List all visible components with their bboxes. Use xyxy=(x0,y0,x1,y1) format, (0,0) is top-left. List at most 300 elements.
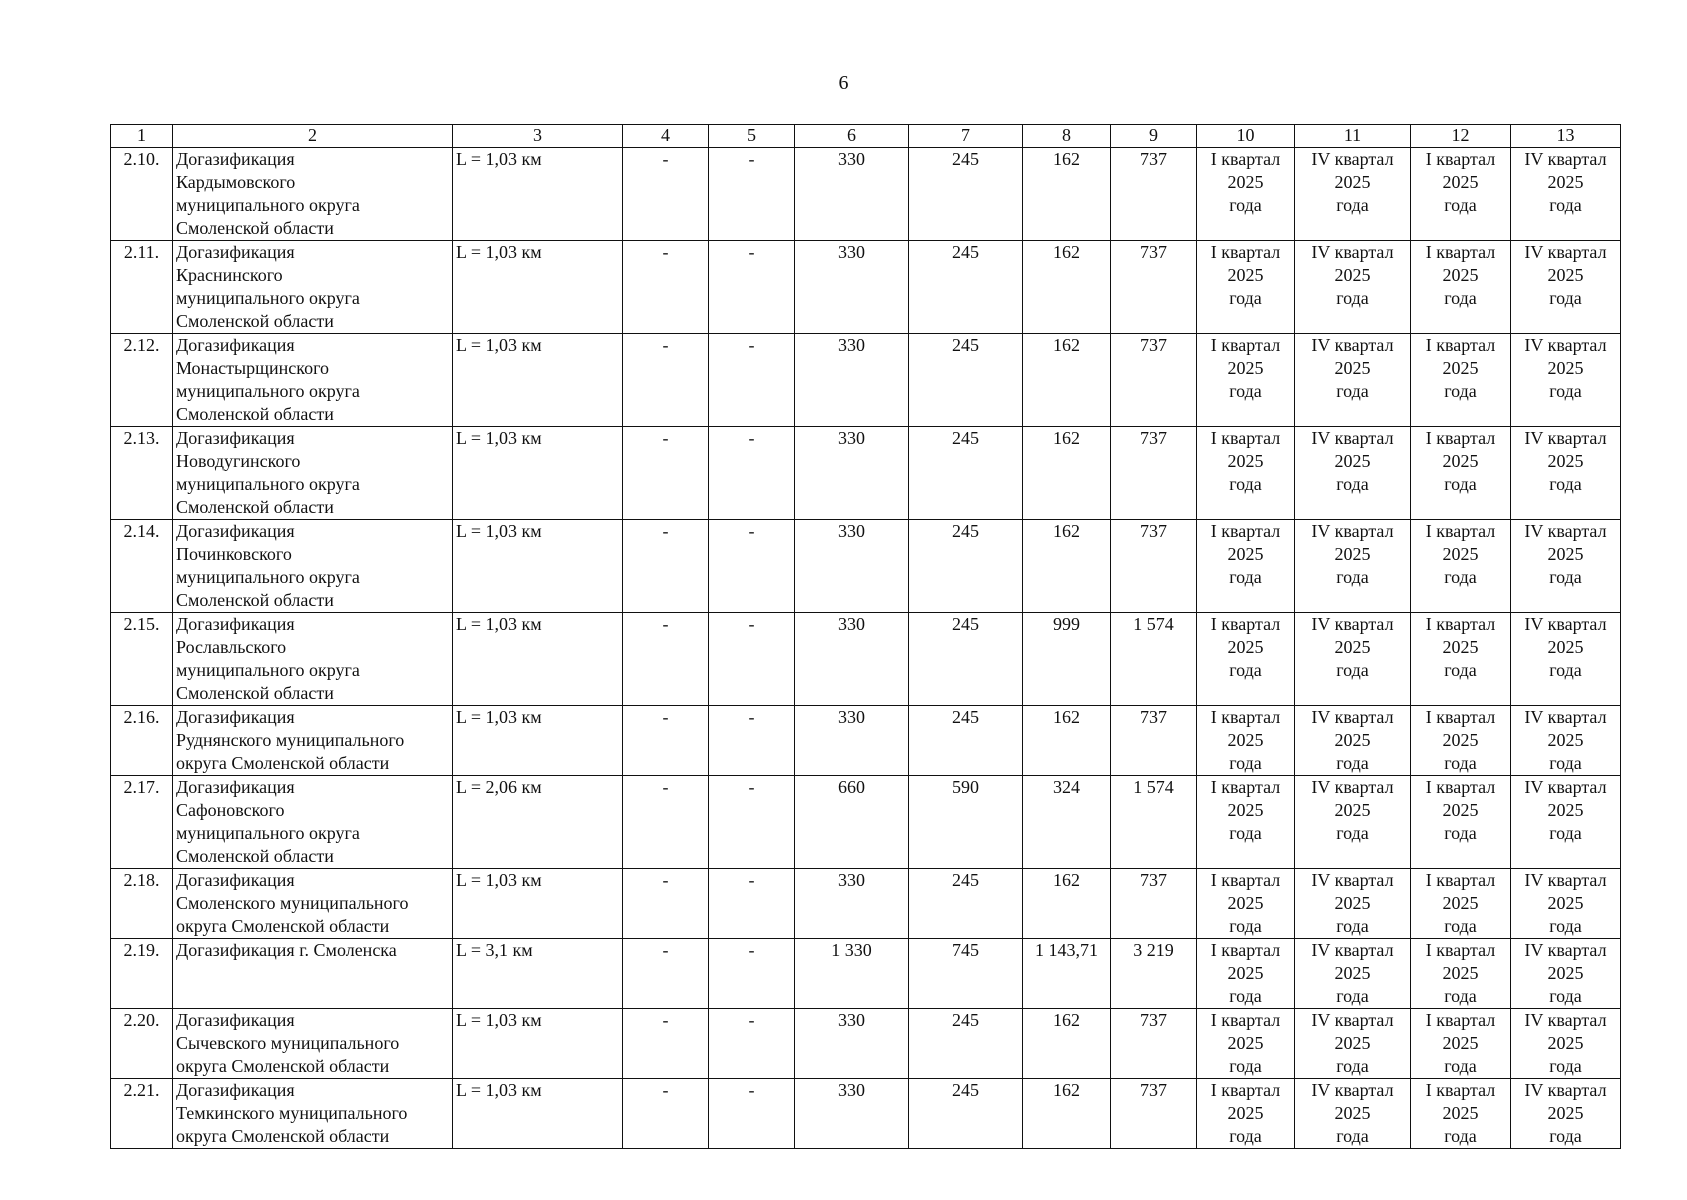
term-line: года xyxy=(1549,474,1582,494)
term-line: года xyxy=(1549,1126,1582,1146)
term-q11 xyxy=(1295,706,1411,776)
row-number: 2.18. xyxy=(111,869,173,939)
column-number-11: 11 xyxy=(1295,125,1411,148)
term-q12 xyxy=(1411,520,1511,613)
table-row xyxy=(111,334,1621,427)
value-c5: - xyxy=(709,1009,795,1079)
term-q12 xyxy=(1411,776,1511,869)
column-number-13: 13 xyxy=(1511,125,1621,148)
term-line: 2025 xyxy=(1334,265,1371,285)
table-row xyxy=(111,939,1621,1009)
term-line: I квартал xyxy=(1210,1010,1281,1030)
term-q13 xyxy=(1511,1079,1621,1149)
term-line: года xyxy=(1336,916,1369,936)
value-c6: 330 xyxy=(795,427,909,520)
term-line: года xyxy=(1229,753,1262,773)
table-row xyxy=(111,1009,1621,1079)
term-line: года xyxy=(1336,753,1369,773)
term-line: года xyxy=(1229,567,1262,587)
term-line: года xyxy=(1229,381,1262,401)
object-name-line: Сычевского муниципального xyxy=(176,1033,400,1053)
term-line: 2025 xyxy=(1227,358,1264,378)
object-name xyxy=(173,939,453,1009)
value-c5: - xyxy=(709,241,795,334)
term-line: 2025 xyxy=(1547,265,1584,285)
object-name-line: Догазификация xyxy=(176,335,295,355)
term-q13 xyxy=(1511,148,1621,241)
column-number-8: 8 xyxy=(1023,125,1111,148)
term-line: I квартал xyxy=(1425,428,1496,448)
term-line: IV квартал xyxy=(1311,242,1394,262)
term-line: I квартал xyxy=(1425,335,1496,355)
term-line: 2025 xyxy=(1442,1103,1479,1123)
term-q10 xyxy=(1197,1009,1295,1079)
object-name-line: округа Смоленской области xyxy=(176,1126,390,1146)
term-line: I квартал xyxy=(1210,707,1281,727)
table-row xyxy=(111,520,1621,613)
pipeline-length: L = 1,03 км xyxy=(453,613,623,706)
term-line: года xyxy=(1444,381,1477,401)
object-name xyxy=(173,1009,453,1079)
table-row xyxy=(111,148,1621,241)
value-c7: 245 xyxy=(909,520,1023,613)
object-name xyxy=(173,1079,453,1149)
column-number-4: 4 xyxy=(623,125,709,148)
value-c8: 162 xyxy=(1023,148,1111,241)
pipeline-length: L = 2,06 км xyxy=(453,776,623,869)
object-name-line: Догазификация xyxy=(176,707,295,727)
term-q11 xyxy=(1295,427,1411,520)
term-line: года xyxy=(1444,195,1477,215)
term-q13 xyxy=(1511,776,1621,869)
value-c5: - xyxy=(709,427,795,520)
value-c8: 162 xyxy=(1023,520,1111,613)
row-number: 2.20. xyxy=(111,1009,173,1079)
object-name-line: Руднянского муниципального xyxy=(176,730,405,750)
object-name-line: Кардымовского xyxy=(176,172,296,192)
row-number: 2.16. xyxy=(111,706,173,776)
value-c7: 245 xyxy=(909,334,1023,427)
term-line: I квартал xyxy=(1425,521,1496,541)
term-line: 2025 xyxy=(1442,172,1479,192)
object-name-line: Смоленской области xyxy=(176,683,334,703)
value-c8: 162 xyxy=(1023,427,1111,520)
term-line: I квартал xyxy=(1210,940,1281,960)
term-line: IV квартал xyxy=(1311,777,1394,797)
term-q11 xyxy=(1295,334,1411,427)
value-c4: - xyxy=(623,939,709,1009)
row-number: 2.15. xyxy=(111,613,173,706)
value-c8: 162 xyxy=(1023,869,1111,939)
term-line: IV квартал xyxy=(1524,521,1607,541)
pipeline-length: L = 1,03 км xyxy=(453,520,623,613)
term-line: 2025 xyxy=(1547,637,1584,657)
value-c9: 737 xyxy=(1111,148,1197,241)
value-c4: - xyxy=(623,869,709,939)
term-line: I квартал xyxy=(1425,1010,1496,1030)
object-name-line: Догазификация xyxy=(176,614,295,634)
column-number-10: 10 xyxy=(1197,125,1295,148)
object-name-line: Смоленского муниципального xyxy=(176,893,409,913)
column-number-3: 3 xyxy=(453,125,623,148)
term-line: I квартал xyxy=(1425,940,1496,960)
term-line: 2025 xyxy=(1547,172,1584,192)
table-row xyxy=(111,241,1621,334)
term-line: I квартал xyxy=(1425,870,1496,890)
object-name-line: Догазификация xyxy=(176,1010,295,1030)
term-q11 xyxy=(1295,613,1411,706)
term-q13 xyxy=(1511,869,1621,939)
row-number: 2.21. xyxy=(111,1079,173,1149)
term-line: 2025 xyxy=(1227,1103,1264,1123)
value-c8: 162 xyxy=(1023,334,1111,427)
object-name-line: Догазификация xyxy=(176,428,295,448)
term-line: IV квартал xyxy=(1311,940,1394,960)
column-number-9: 9 xyxy=(1111,125,1197,148)
term-line: I квартал xyxy=(1210,335,1281,355)
value-c8: 162 xyxy=(1023,241,1111,334)
term-line: года xyxy=(1549,916,1582,936)
term-line: года xyxy=(1444,916,1477,936)
term-line: года xyxy=(1549,986,1582,1006)
term-line: 2025 xyxy=(1334,1103,1371,1123)
object-name xyxy=(173,241,453,334)
term-line: года xyxy=(1336,567,1369,587)
column-number-6: 6 xyxy=(795,125,909,148)
term-q13 xyxy=(1511,334,1621,427)
value-c4: - xyxy=(623,241,709,334)
term-line: IV квартал xyxy=(1524,870,1607,890)
term-line: года xyxy=(1444,986,1477,1006)
term-line: года xyxy=(1549,567,1582,587)
term-line: года xyxy=(1229,474,1262,494)
object-name xyxy=(173,869,453,939)
value-c4: - xyxy=(623,776,709,869)
object-name-line: Догазификация xyxy=(176,870,295,890)
value-c6: 1 330 xyxy=(795,939,909,1009)
term-q12 xyxy=(1411,1079,1511,1149)
term-line: I квартал xyxy=(1425,149,1496,169)
value-c6: 330 xyxy=(795,613,909,706)
value-c5: - xyxy=(709,776,795,869)
term-line: 2025 xyxy=(1442,451,1479,471)
term-line: года xyxy=(1336,823,1369,843)
term-q10 xyxy=(1197,1079,1295,1149)
term-q10 xyxy=(1197,520,1295,613)
term-line: IV квартал xyxy=(1524,335,1607,355)
object-name-line: Монастырщинского xyxy=(176,358,330,378)
term-q10 xyxy=(1197,334,1295,427)
value-c9: 1 574 xyxy=(1111,613,1197,706)
term-line: 2025 xyxy=(1442,265,1479,285)
term-line: 2025 xyxy=(1442,963,1479,983)
value-c8: 162 xyxy=(1023,1079,1111,1149)
term-line: I квартал xyxy=(1425,707,1496,727)
column-number-5: 5 xyxy=(709,125,795,148)
term-line: года xyxy=(1444,288,1477,308)
value-c7: 590 xyxy=(909,776,1023,869)
term-line: 2025 xyxy=(1227,544,1264,564)
term-q11 xyxy=(1295,241,1411,334)
term-line: 2025 xyxy=(1547,730,1584,750)
value-c4: - xyxy=(623,1009,709,1079)
value-c4: - xyxy=(623,427,709,520)
term-q11 xyxy=(1295,1079,1411,1149)
term-line: года xyxy=(1549,381,1582,401)
term-line: года xyxy=(1549,195,1582,215)
object-name xyxy=(173,427,453,520)
object-name-line: Догазификация xyxy=(176,242,295,262)
term-q13 xyxy=(1511,613,1621,706)
value-c8: 162 xyxy=(1023,706,1111,776)
value-c9: 737 xyxy=(1111,706,1197,776)
row-number: 2.11. xyxy=(111,241,173,334)
pipeline-length: L = 1,03 км xyxy=(453,241,623,334)
term-line: года xyxy=(1336,1056,1369,1076)
term-q13 xyxy=(1511,427,1621,520)
term-line: 2025 xyxy=(1334,893,1371,913)
term-line: IV квартал xyxy=(1311,149,1394,169)
term-line: IV квартал xyxy=(1311,614,1394,634)
value-c4: - xyxy=(623,520,709,613)
term-line: 2025 xyxy=(1334,358,1371,378)
row-number: 2.17. xyxy=(111,776,173,869)
value-c5: - xyxy=(709,869,795,939)
row-number: 2.10. xyxy=(111,148,173,241)
value-c8: 999 xyxy=(1023,613,1111,706)
value-c7: 245 xyxy=(909,613,1023,706)
term-q12 xyxy=(1411,148,1511,241)
object-name-line: Догазификация xyxy=(176,777,295,797)
value-c6: 330 xyxy=(795,241,909,334)
value-c4: - xyxy=(623,1079,709,1149)
value-c7: 745 xyxy=(909,939,1023,1009)
term-line: IV квартал xyxy=(1311,521,1394,541)
value-c9: 737 xyxy=(1111,334,1197,427)
value-c7: 245 xyxy=(909,706,1023,776)
term-line: 2025 xyxy=(1334,637,1371,657)
term-q11 xyxy=(1295,520,1411,613)
term-q12 xyxy=(1411,1009,1511,1079)
term-line: года xyxy=(1444,660,1477,680)
term-q12 xyxy=(1411,334,1511,427)
term-line: IV квартал xyxy=(1524,777,1607,797)
term-line: года xyxy=(1336,288,1369,308)
table-row xyxy=(111,613,1621,706)
object-name-line: Краснинского xyxy=(176,265,283,285)
term-line: I квартал xyxy=(1210,870,1281,890)
term-line: 2025 xyxy=(1227,800,1264,820)
term-q10 xyxy=(1197,706,1295,776)
value-c5: - xyxy=(709,520,795,613)
term-line: 2025 xyxy=(1442,730,1479,750)
term-line: года xyxy=(1336,195,1369,215)
value-c5: - xyxy=(709,706,795,776)
value-c7: 245 xyxy=(909,241,1023,334)
term-line: 2025 xyxy=(1547,963,1584,983)
term-line: 2025 xyxy=(1442,1033,1479,1053)
value-c7: 245 xyxy=(909,869,1023,939)
term-line: года xyxy=(1549,660,1582,680)
term-line: 2025 xyxy=(1227,893,1264,913)
term-line: года xyxy=(1336,986,1369,1006)
pipeline-length: L = 1,03 км xyxy=(453,334,623,427)
value-c6: 330 xyxy=(795,148,909,241)
table-body xyxy=(111,125,1621,1149)
term-q11 xyxy=(1295,148,1411,241)
value-c4: - xyxy=(623,334,709,427)
column-number-7: 7 xyxy=(909,125,1023,148)
value-c6: 660 xyxy=(795,776,909,869)
term-line: I квартал xyxy=(1425,242,1496,262)
object-name-line: Смоленской области xyxy=(176,311,334,331)
term-line: 2025 xyxy=(1547,1033,1584,1053)
term-line: IV квартал xyxy=(1524,940,1607,960)
value-c9: 737 xyxy=(1111,869,1197,939)
object-name xyxy=(173,613,453,706)
column-number-row xyxy=(111,125,1621,148)
term-line: 2025 xyxy=(1227,730,1264,750)
term-line: IV квартал xyxy=(1524,149,1607,169)
term-q10 xyxy=(1197,241,1295,334)
term-q10 xyxy=(1197,148,1295,241)
term-line: 2025 xyxy=(1227,1033,1264,1053)
term-line: I квартал xyxy=(1210,614,1281,634)
object-name-line: Починковского xyxy=(176,544,292,564)
value-c7: 245 xyxy=(909,1079,1023,1149)
value-c9: 737 xyxy=(1111,1079,1197,1149)
term-line: IV квартал xyxy=(1311,707,1394,727)
value-c4: - xyxy=(623,148,709,241)
object-name xyxy=(173,776,453,869)
term-line: IV квартал xyxy=(1311,1010,1394,1030)
term-line: года xyxy=(1549,753,1582,773)
term-q12 xyxy=(1411,427,1511,520)
value-c9: 737 xyxy=(1111,1009,1197,1079)
term-line: IV квартал xyxy=(1524,1080,1607,1100)
value-c5: - xyxy=(709,1079,795,1149)
term-line: 2025 xyxy=(1334,544,1371,564)
value-c8: 324 xyxy=(1023,776,1111,869)
term-line: 2025 xyxy=(1547,544,1584,564)
object-name-line: округа Смоленской области xyxy=(176,753,390,773)
term-line: 2025 xyxy=(1547,1103,1584,1123)
term-q10 xyxy=(1197,427,1295,520)
term-q13 xyxy=(1511,520,1621,613)
term-line: IV квартал xyxy=(1524,614,1607,634)
term-line: IV квартал xyxy=(1311,870,1394,890)
value-c6: 330 xyxy=(795,1079,909,1149)
term-line: 2025 xyxy=(1442,800,1479,820)
term-q12 xyxy=(1411,613,1511,706)
pipeline-length: L = 3,1 км xyxy=(453,939,623,1009)
value-c9: 737 xyxy=(1111,427,1197,520)
term-line: года xyxy=(1549,1056,1582,1076)
value-c9: 3 219 xyxy=(1111,939,1197,1009)
object-name-line: Рославльского xyxy=(176,637,287,657)
pipeline-length: L = 1,03 км xyxy=(453,706,623,776)
term-line: I квартал xyxy=(1210,521,1281,541)
term-line: 2025 xyxy=(1334,172,1371,192)
object-name-line: муниципального округа xyxy=(176,288,360,308)
value-c6: 330 xyxy=(795,706,909,776)
object-name-line: Догазификация xyxy=(176,521,295,541)
term-q11 xyxy=(1295,869,1411,939)
column-number-12: 12 xyxy=(1411,125,1511,148)
object-name-line: Смоленской области xyxy=(176,846,334,866)
value-c5: - xyxy=(709,148,795,241)
object-name-line: Догазификация xyxy=(176,149,295,169)
value-c7: 245 xyxy=(909,427,1023,520)
pipeline-length: L = 1,03 км xyxy=(453,427,623,520)
term-q12 xyxy=(1411,241,1511,334)
object-name-line: Новодугинского xyxy=(176,451,301,471)
term-line: I квартал xyxy=(1210,1080,1281,1100)
data-table xyxy=(110,124,1621,1149)
term-line: I квартал xyxy=(1210,428,1281,448)
term-q12 xyxy=(1411,706,1511,776)
object-name-line: муниципального округа xyxy=(176,823,360,843)
value-c5: - xyxy=(709,613,795,706)
table-row xyxy=(111,1079,1621,1149)
row-number: 2.19. xyxy=(111,939,173,1009)
value-c6: 330 xyxy=(795,334,909,427)
table-row xyxy=(111,776,1621,869)
term-q13 xyxy=(1511,939,1621,1009)
term-line: I квартал xyxy=(1210,777,1281,797)
column-number-1: 1 xyxy=(111,125,173,148)
term-q11 xyxy=(1295,1009,1411,1079)
term-line: I квартал xyxy=(1425,614,1496,634)
term-line: 2025 xyxy=(1442,544,1479,564)
term-line: года xyxy=(1549,288,1582,308)
term-q11 xyxy=(1295,939,1411,1009)
object-name-line: Смоленской области xyxy=(176,497,334,517)
pipeline-length: L = 1,03 км xyxy=(453,869,623,939)
term-line: года xyxy=(1229,1126,1262,1146)
term-q10 xyxy=(1197,939,1295,1009)
column-number-2: 2 xyxy=(173,125,453,148)
row-number: 2.13. xyxy=(111,427,173,520)
object-name-line: Смоленской области xyxy=(176,404,334,424)
term-line: года xyxy=(1229,916,1262,936)
term-q12 xyxy=(1411,939,1511,1009)
value-c5: - xyxy=(709,939,795,1009)
object-name-line: Сафоновского xyxy=(176,800,285,820)
object-name xyxy=(173,706,453,776)
value-c6: 330 xyxy=(795,1009,909,1079)
value-c7: 245 xyxy=(909,148,1023,241)
term-line: IV квартал xyxy=(1311,1080,1394,1100)
pipeline-length: L = 1,03 км xyxy=(453,148,623,241)
term-line: 2025 xyxy=(1227,963,1264,983)
term-line: года xyxy=(1549,823,1582,843)
term-line: IV квартал xyxy=(1524,1010,1607,1030)
object-name-line: муниципального округа xyxy=(176,660,360,680)
value-c4: - xyxy=(623,706,709,776)
term-line: года xyxy=(1229,986,1262,1006)
term-line: года xyxy=(1229,288,1262,308)
term-line: года xyxy=(1444,1126,1477,1146)
value-c7: 245 xyxy=(909,1009,1023,1079)
term-line: 2025 xyxy=(1334,800,1371,820)
term-line: года xyxy=(1229,195,1262,215)
pipeline-length: L = 1,03 км xyxy=(453,1009,623,1079)
value-c4: - xyxy=(623,613,709,706)
term-line: года xyxy=(1336,381,1369,401)
term-q10 xyxy=(1197,776,1295,869)
term-line: IV квартал xyxy=(1524,707,1607,727)
